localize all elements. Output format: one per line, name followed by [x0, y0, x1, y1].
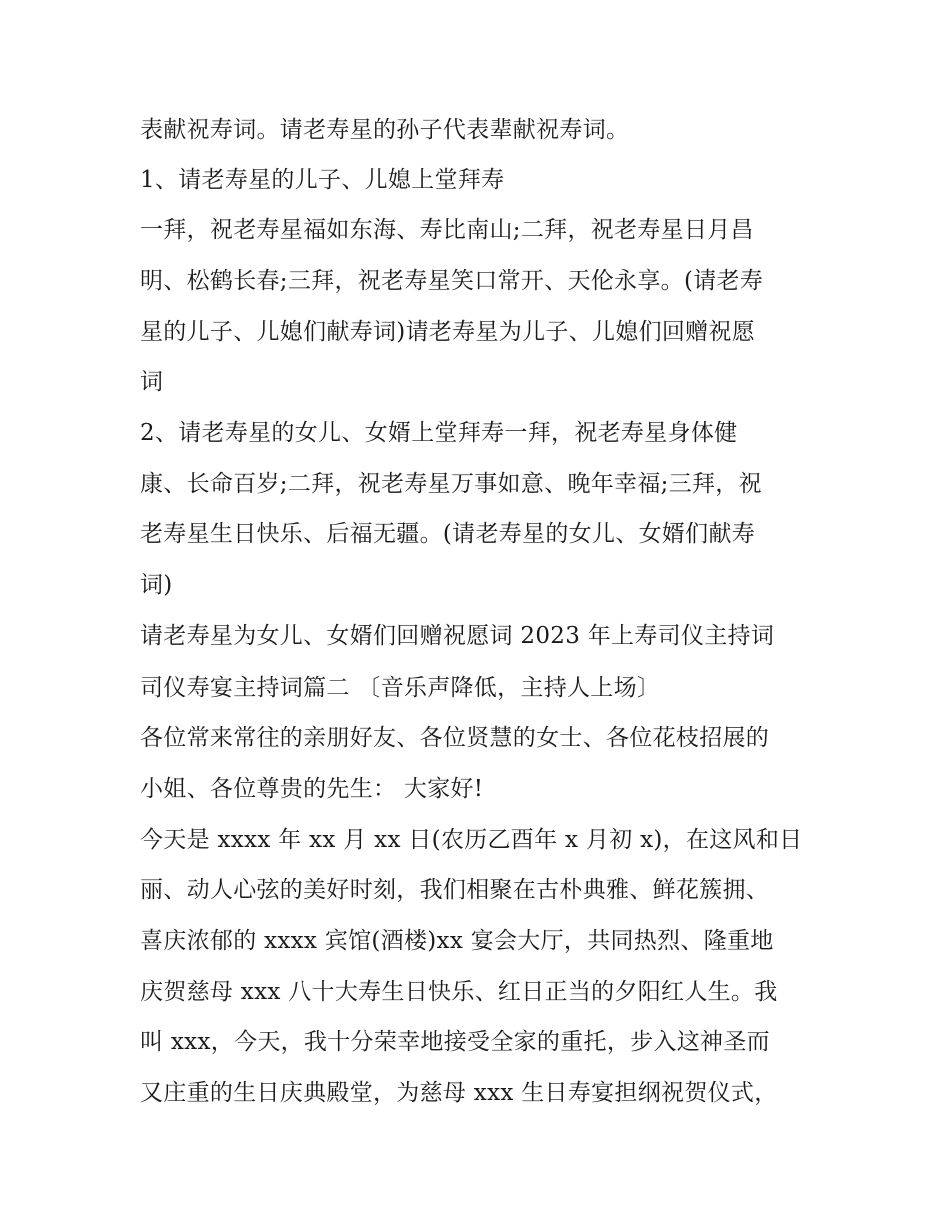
- text-line: 请老寿星为女儿、女婿们回赠祝愿词 2023 年上寿司仪主持词: [140, 623, 775, 649]
- text-line: 一拜，祝老寿星福如东海、寿比南山;二拜，祝老寿星日月昌: [140, 217, 754, 243]
- text-line: 明、松鹤长春;三拜，祝老寿星笑口常开、天伦永享。(请老寿: [140, 268, 764, 294]
- text-line: 康、长命百岁;二拜，祝老寿星万事如意、晚年幸福;三拜，祝: [140, 471, 762, 497]
- text-line: 2、请老寿星的女儿、女婿上堂拜寿一拜，祝老寿星身体健: [140, 420, 738, 446]
- text-line: 叫 xxx，今天，我十分荣幸地接受全家的重托，步入这神圣而: [140, 1029, 770, 1055]
- text-line: 各位常来常往的亲朋好友、各位贤慧的女士、各位花枝招展的: [140, 725, 770, 751]
- text-line: 星的儿子、儿媳们献寿词)请老寿星为儿子、儿媳们回赠祝愿: [140, 319, 756, 345]
- text-line: 又庄重的生日庆典殿堂，为慈母 xxx 生日寿宴担纲祝贺仪式，: [140, 1080, 778, 1106]
- text-line: 词: [140, 369, 164, 395]
- text-line: 1、请老寿星的儿子、儿媳上堂拜寿: [140, 167, 505, 193]
- text-line: 小姐、各位尊贵的先生： 大家好!: [140, 776, 484, 802]
- text-line: 喜庆浓郁的 xxxx 宾馆(酒楼)xx 宴会大厅，共同热烈、隆重地: [140, 928, 774, 954]
- text-line: 庆贺慈母 xxx 八十大寿生日快乐、红日正当的夕阳红人生。我: [140, 979, 778, 1005]
- text-line: 词): [140, 572, 173, 598]
- text-line: 老寿星生日快乐、后福无疆。(请老寿星的女儿、女婿们献寿: [140, 521, 756, 547]
- text-line: 丽、动人心弦的美好时刻，我们相聚在古朴典雅、鲜花簇拥、: [140, 877, 770, 903]
- text-line: 今天是 xxxx 年 xx 月 xx 日(农历乙酉年 x 月初 x)，在这风和日: [140, 827, 803, 853]
- text-line: 司仪寿宴主持词篇二 〔音乐声降低，主持人上场〕: [140, 675, 661, 701]
- text-line: 表献祝寿词。请老寿星的孙子代表辈献祝寿词。: [140, 117, 630, 143]
